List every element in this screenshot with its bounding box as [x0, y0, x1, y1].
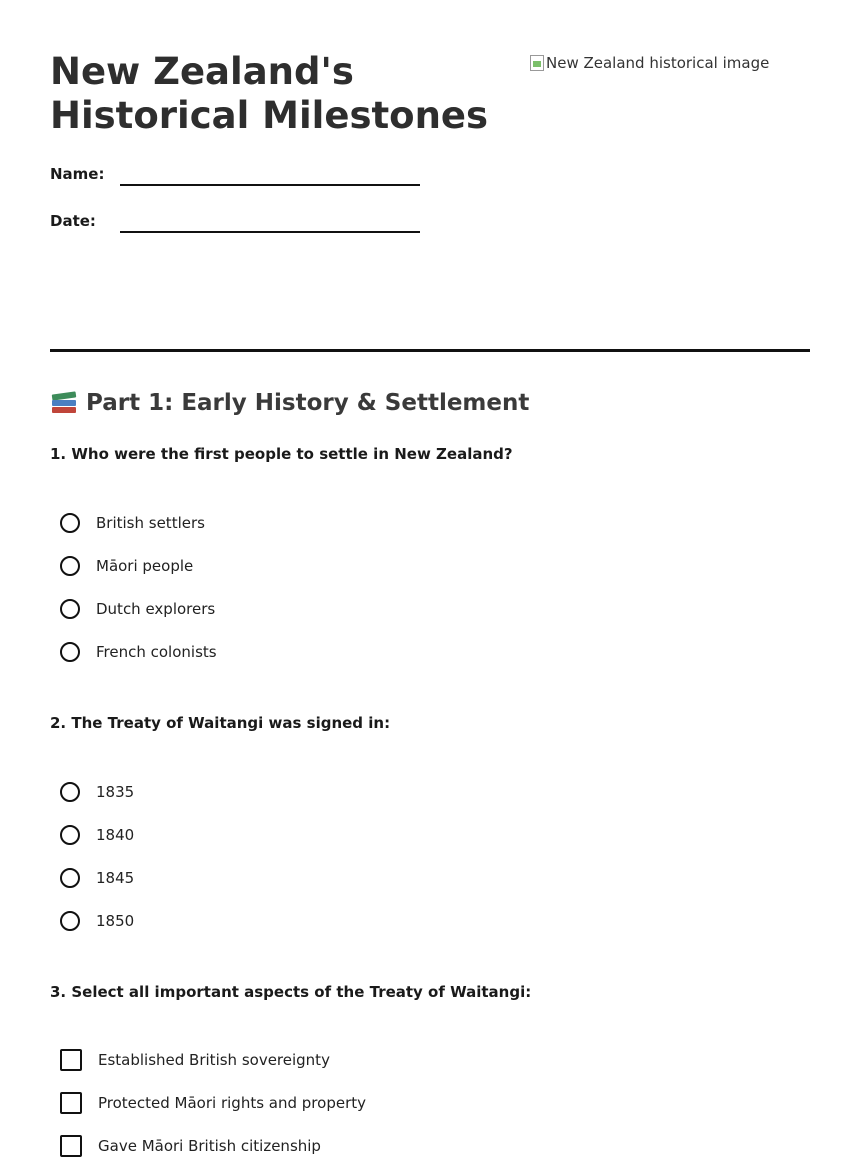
question-1-option[interactable]: [60, 553, 193, 579]
radio-button[interactable]: [60, 556, 80, 576]
worksheet-header: [50, 0, 810, 352]
hero-image: [530, 50, 769, 76]
name-field: [50, 162, 420, 186]
question-1-option[interactable]: [60, 639, 217, 665]
date-field: [50, 209, 420, 233]
radio-button[interactable]: [60, 825, 80, 845]
name-input-line[interactable]: [120, 184, 420, 186]
question-3-option[interactable]: [60, 1090, 366, 1116]
option-label: Dutch explorers: [96, 600, 216, 618]
section-title-part1: [50, 385, 529, 421]
question-1-option[interactable]: [60, 510, 205, 536]
hero-image-alt-text: New Zealand historical image: [546, 54, 770, 72]
name-label: Name:: [50, 165, 105, 183]
radio-button[interactable]: [60, 513, 80, 533]
option-label: Gave Māori British citizenship: [98, 1137, 321, 1155]
books-icon: [50, 390, 78, 416]
page-title: New Zealand's Historical Milestones: [50, 50, 489, 137]
question-3: 3. Select all important aspects of the Treaty of Waitangi:: [50, 983, 532, 1001]
radio-button[interactable]: [60, 642, 80, 662]
option-label: British settlers: [96, 514, 205, 532]
question-2-option[interactable]: [60, 865, 134, 891]
option-label: Māori people: [96, 557, 194, 575]
option-label: 1850: [96, 912, 135, 930]
question-1: 1. Who were the first people to settle in New Zealand?: [50, 445, 513, 463]
question-2-option[interactable]: [60, 908, 134, 934]
option-label: Protected Māori rights and property: [98, 1094, 366, 1112]
option-label: 1835: [96, 783, 135, 801]
option-label: Established British sovereignty: [98, 1051, 330, 1069]
question-2-option[interactable]: [60, 779, 134, 805]
worksheet-page: [50, 0, 810, 1155]
option-label: 1845: [96, 869, 135, 887]
checkbox[interactable]: [60, 1049, 82, 1071]
section-title-text: Part 1: Early History & Settlement: [86, 390, 530, 416]
radio-button[interactable]: [60, 868, 80, 888]
date-label: Date:: [50, 212, 96, 230]
question-2: 2. The Treaty of Waitangi was signed in:: [50, 714, 391, 732]
date-input-line[interactable]: [120, 231, 420, 233]
radio-button[interactable]: [60, 782, 80, 802]
question-3-option[interactable]: [60, 1047, 330, 1073]
option-label: French colonists: [96, 643, 217, 661]
question-2-option[interactable]: [60, 822, 134, 848]
option-label: 1840: [96, 826, 135, 844]
checkbox[interactable]: [60, 1135, 82, 1157]
question-3-option[interactable]: [60, 1133, 321, 1159]
checkbox[interactable]: [60, 1092, 82, 1114]
radio-button[interactable]: [60, 599, 80, 619]
broken-image-icon: [530, 55, 544, 71]
question-1-option[interactable]: [60, 596, 215, 622]
radio-button[interactable]: [60, 911, 80, 931]
